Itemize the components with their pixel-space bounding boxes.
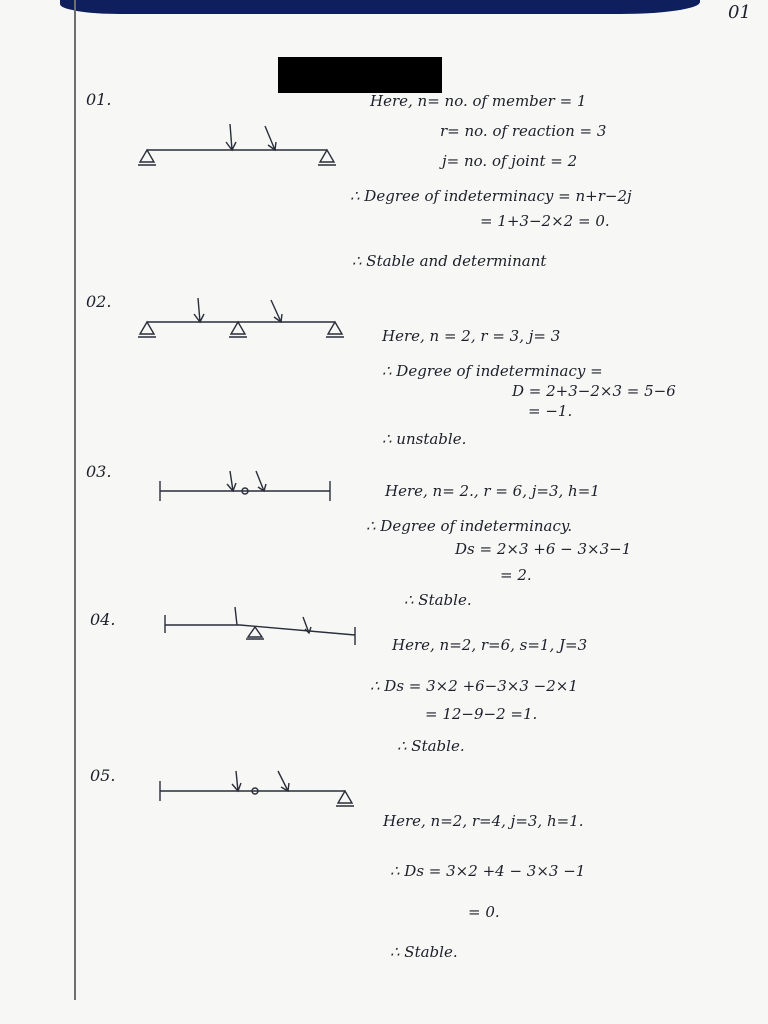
q4-line-3: = 12−9−2 =1. xyxy=(425,705,538,723)
q2-line-1: Here, n = 2, r = 3, j= 3 xyxy=(382,327,561,345)
q3-line-4: = 2. xyxy=(500,566,532,584)
q2-line-2: ∴ Degree of indeterminacy = xyxy=(382,362,603,380)
q1-line-6: ∴ Stable and determinant xyxy=(352,252,547,270)
q3-line-1: Here, n= 2., r = 6, j=3, h=1 xyxy=(385,482,600,500)
q3-line-5: ∴ Stable. xyxy=(404,591,472,609)
q4-line-4: ∴ Stable. xyxy=(397,737,465,755)
question-3-label: 03. xyxy=(86,462,112,481)
q1-line-1: Here, n= no. of member = 1 xyxy=(370,92,587,110)
redacted-name-box xyxy=(278,57,442,93)
beam-diagram-5 xyxy=(150,765,365,815)
page-number: 01 xyxy=(728,2,751,23)
page-top-band xyxy=(60,0,700,14)
q1-line-5: = 1+3−2×2 = 0. xyxy=(480,212,610,230)
q2-line-4: = −1. xyxy=(528,402,573,420)
question-4-label: 04. xyxy=(90,610,116,629)
question-2-label: 02. xyxy=(86,292,112,311)
q3-line-3: Ds = 2×3 +6 − 3×3−1 xyxy=(455,540,632,558)
beam-diagram-4 xyxy=(155,605,365,650)
question-1-label: 01. xyxy=(86,90,112,109)
q1-line-3: j= no. of joint = 2 xyxy=(442,152,578,170)
q2-line-5: ∴ unstable. xyxy=(382,430,467,448)
q2-line-3: D = 2+3−2×3 = 5−6 xyxy=(512,382,676,400)
q5-line-2: ∴ Ds = 3×2 +4 − 3×3 −1 xyxy=(390,862,586,880)
q5-line-4: ∴ Stable. xyxy=(390,943,458,961)
q1-line-4: ∴ Degree of indeterminacy = n+r−2j xyxy=(350,187,632,205)
beam-diagram-3 xyxy=(150,465,350,510)
q4-line-1: Here, n=2, r=6, s=1, J=3 xyxy=(392,636,588,654)
question-5-label: 05. xyxy=(90,766,116,785)
q5-line-1: Here, n=2, r=4, j=3, h=1. xyxy=(383,812,584,830)
beam-diagram-2 xyxy=(135,292,350,352)
q3-line-2: ∴ Degree of indeterminacy. xyxy=(366,517,573,535)
beam-diagram-1 xyxy=(135,120,345,180)
q1-line-2: r= no. of reaction = 3 xyxy=(440,122,607,140)
margin-line xyxy=(74,0,76,1000)
q5-line-3: = 0. xyxy=(468,903,500,921)
q4-line-2: ∴ Ds = 3×2 +6−3×3 −2×1 xyxy=(370,677,578,695)
